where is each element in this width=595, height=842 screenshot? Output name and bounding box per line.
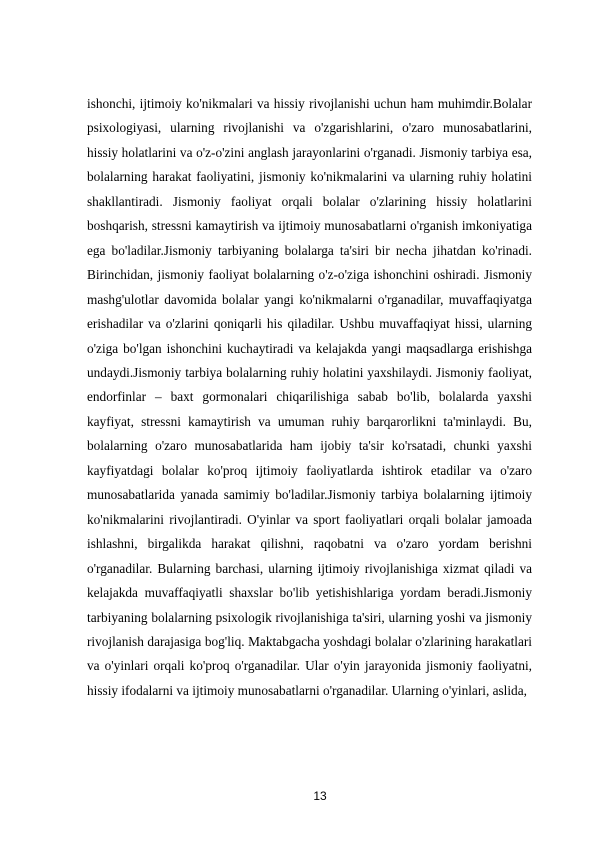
page-number: 13	[313, 789, 327, 803]
body-paragraph: ishonchi, ijtimoiy ko'nikmalari va hissiy rivojlanishi uchun ham muhimdir.Bolalar psixologiyasi, ularning rivojlanishi va o'zgarishlarini, o'zaro munosabatlarini, hissiy holatlarini va o'z-o'zini anglash jarayonlarini o'rganadi. Jismoniy tarbiya esa, bolalarning harakat faoliyatini, jismoniy ko'nikmalarini va ularning ruhiy holatini shakllantiradi. Jismoniy faoliyat orqali bolalar o'zlarining hissiy holatlarini boshqarish, stressni kamaytirish va ijtimoiy munosabatlarni o'rganish imkoniyatiga ega bo'ladilar.Jismoniy tarbiyaning bolalarga ta'siri bir necha jihatdan ko'rinadi. Birinchidan, jismoniy faoliyat bolalarning o'z-o'ziga ishonchini oshiradi. Jismoniy mashg'ulotlar davomida bolalar yangi ko'nikmalarni o'rganadilar, muvaffaqiyatga erishadilar va o'zlarini qoniqarli his qiladilar. Ushbu muvaffaqiyat hissi, ularning o'ziga bo'lgan ishonchini kuchaytiradi va kelajakda yangi maqsadlarga erishishga undaydi.Jismoniy tarbiya bolalarning ruhiy holatini yaxshilaydi. Jismoniy faoliyat, endorfinlar – baxt gormonalari chiqarilishiga sabab bo'lib, bolalarda yaxshi kayfiyat, stressni kamaytirish va umuman ruhiy barqarorlikni ta'minlaydi. Bu, bolalarning o'zaro munosabatlarida ham ijobiy ta'sir ko'rsatadi, chunki yaxshi kayfiyatdagi bolalar ko'proq ijtimoiy faoliyatlarda ishtirok etadilar va o'zaro munosabatlarida yanada samimiy bo'ladilar.Jismoniy tarbiya bolalarning ijtimoiy ko'nikmalarini rivojlantiradi. O'yinlar va sport faoliyatlari orqali bolalar jamoada ishlashni, birgalikda harakat qilishni, raqobatni va o'zaro yordam berishni o'rganadilar. Bularning barchasi, ularning ijtimoiy rivojlanishiga xizmat qiladi va kelajakda muvaffaqiyatli shaxslar bo'lib yetishishlariga yordam beradi.Jismoniy tarbiyaning bolalarning psixologik rivojlanishiga ta'siri, ularning yoshi va jismoniy rivojlanish darajasiga bog'liq. Maktabgacha yoshdagi bolalar o'zlarining harakatlari va o'yinlari orqali ko'proq o'rganadilar. Ular o'yin jarayonida jismoniy faoliyatni, hissiy ifodalarni va ijtimoiy munosabatlarni o'rganadilar. Ularning o'yinlari, aslida,	[87, 96, 532, 698]
